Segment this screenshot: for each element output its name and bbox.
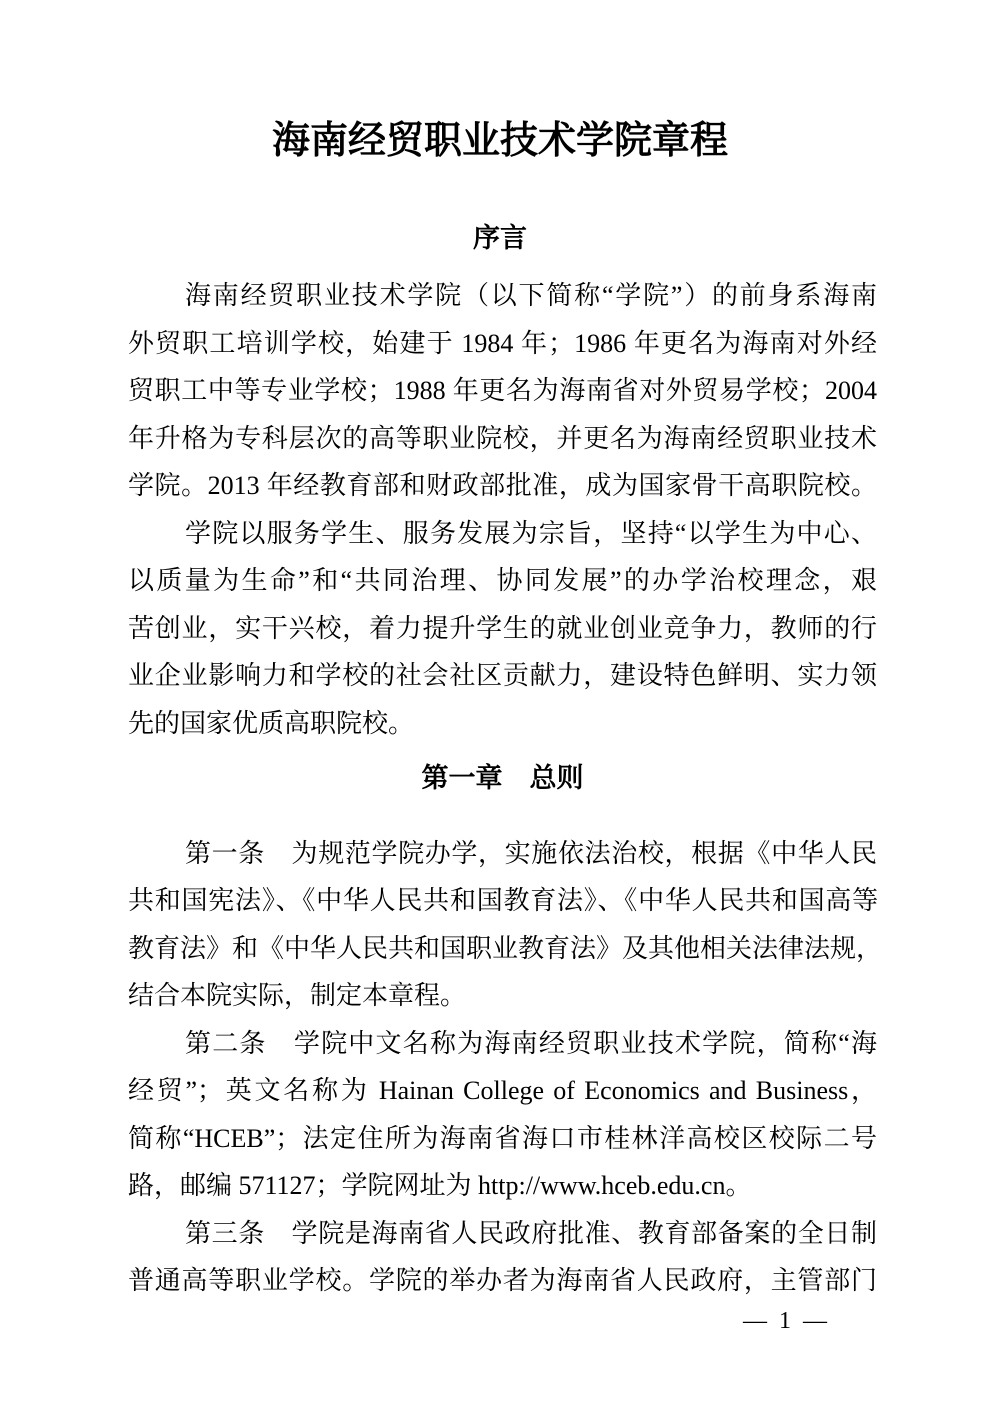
text-line: 结合本院实际，制定本章程。 <box>128 981 467 1010</box>
article-1-paragraph <box>128 830 883 1020</box>
text-line: 第三条 学院是海南省人民政府批准、教育部备案的全日制 <box>185 1218 877 1248</box>
text-line: 贸职工中等专业学校；1988 年更名为海南省对外贸易学校；2004 <box>128 376 877 405</box>
text-line: 简称“HCEB”；法定住所为海南省海口市桂林洋高校区校际二号 <box>128 1123 877 1153</box>
text-line: 苦创业，实干兴校，着力提升学生的就业创业竞争力，教师的行 <box>128 613 877 643</box>
text-line: 学院以服务学生、服务发展为宗旨，坚持“以学生为中心、 <box>185 518 877 548</box>
article-3-paragraph <box>128 1210 877 1305</box>
text-line: 业企业影响力和学校的社会社区贡献力，建设特色鲜明、实力领 <box>128 661 877 690</box>
text-line: 第二条 学院中文名称为海南经贸职业技术学院，简称“海 <box>185 1028 877 1058</box>
chapter-1-heading: 第一章 总则 <box>421 763 584 793</box>
text-line: 先的国家优质高职院校。 <box>128 708 415 738</box>
text-line: 普通高等职业学校。学院的举办者为海南省人民政府，主管部门 <box>128 1266 877 1295</box>
preface-heading: 序言 <box>473 223 527 253</box>
page-number: — 1 — <box>743 1307 827 1334</box>
document-body <box>0 272 1000 1305</box>
text-line: 共和国宪法》、《中华人民共和国教育法》、《中华人民共和国高等 <box>128 886 877 915</box>
text-line: 海南经贸职业技术学院（以下简称“学院”）的前身系海南 <box>185 281 877 310</box>
preface-paragraph-1 <box>128 272 877 510</box>
article-2-paragraph <box>128 1020 877 1210</box>
preface-paragraph-2 <box>128 510 877 748</box>
text-line: 以质量为生命”和“共同治理、协同发展”的办学治校理念，艰 <box>128 566 877 595</box>
text-line: 学院。2013 年经教育部和财政部批准，成为国家骨干高职院校。 <box>128 471 877 500</box>
text-line: 路，邮编 571127；学院网址为 http://www.hceb.edu.cn。 <box>128 1171 752 1200</box>
text-line: 外贸职工培训学校，始建于 1984 年；1986 年更名为海南对外经 <box>128 328 877 358</box>
text-line: 年升格为专科层次的高等职业院校，并更名为海南经贸职业技术 <box>128 423 877 453</box>
document-title: 海南经贸职业技术学院章程 <box>271 120 728 162</box>
text-line: 经贸”；英文名称为 Hainan College of Economics and Business， <box>128 1076 877 1105</box>
text-line: 第一条 为规范学院办学，实施依法治校，根据《中华人民 <box>185 838 877 868</box>
text-line: 教育法》和《中华人民共和国职业教育法》及其他相关法律法规， <box>128 933 883 963</box>
